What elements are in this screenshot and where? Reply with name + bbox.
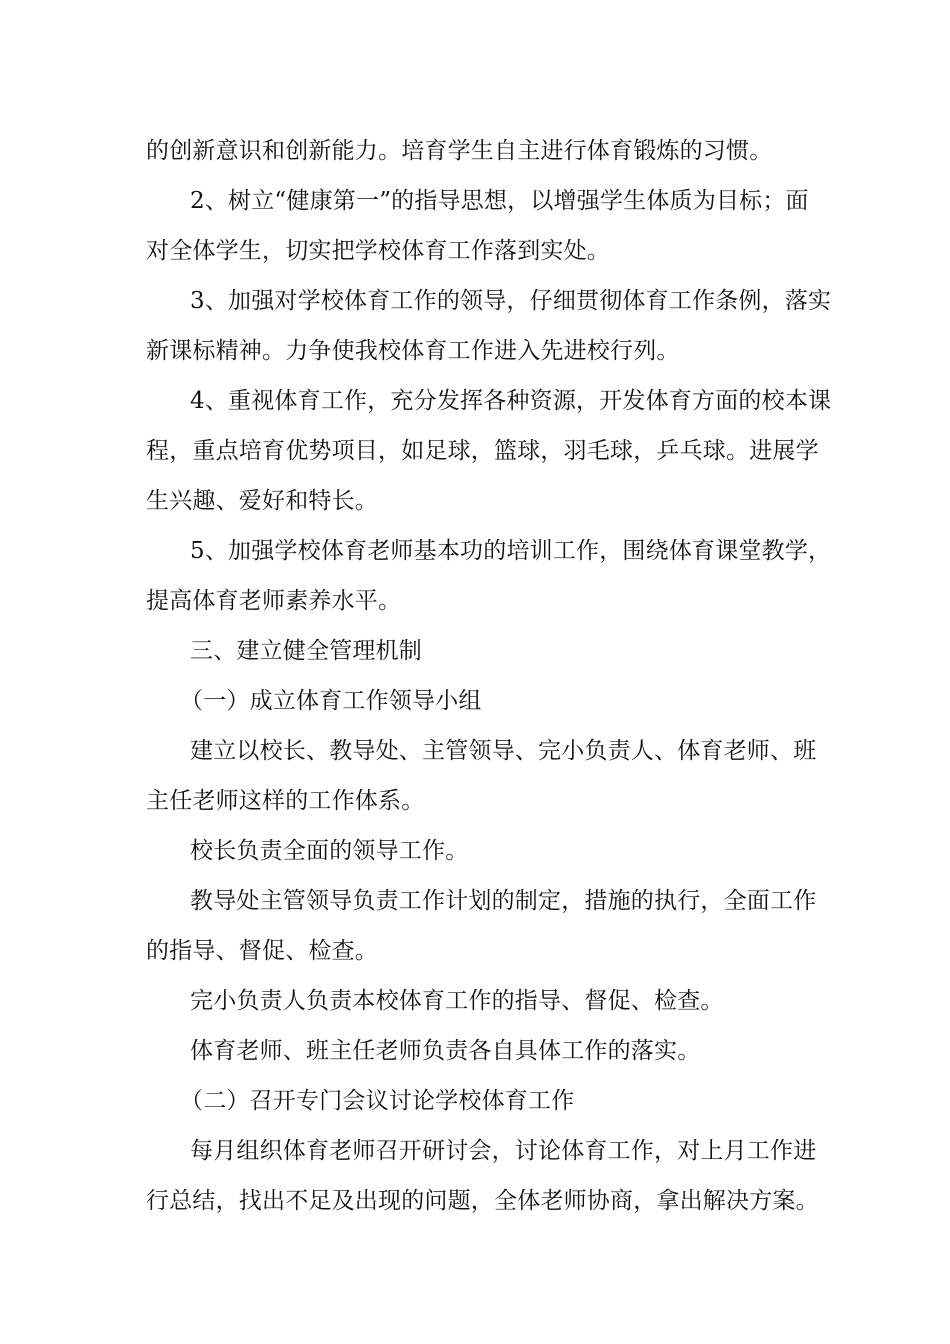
section-heading: 三、建立健全管理机制 bbox=[190, 638, 422, 664]
text-line: 对全体学生，切实把学校体育工作落到实处。 bbox=[146, 238, 610, 264]
text-line: 行总结，找出不足及出现的问题，全体老师协商，拿出解决方案。 bbox=[146, 1188, 819, 1214]
text-line: 生兴趣、爱好和特长。 bbox=[146, 488, 378, 514]
text-line: 提高体育老师素养水平。 bbox=[146, 588, 402, 614]
text-line: 教导处主管领导负责工作计划的制定，措施的执行，全面工作 bbox=[190, 888, 817, 914]
text-line: 体育老师、班主任老师负责各自具体工作的落实。 bbox=[190, 1038, 701, 1064]
subsection-heading: （二）召开专门会议讨论学校体育工作 bbox=[180, 1088, 575, 1114]
text-line: 2、树立“健康第一”的指导思想，以增强学生体质为目标；面 bbox=[190, 188, 809, 214]
text-line: 新课标精神。力争使我校体育工作进入先进校行列。 bbox=[146, 338, 680, 364]
text-line: 4、重视体育工作，充分发挥各种资源，开发体育方面的校本课 bbox=[190, 388, 832, 414]
text-line: 5、加强学校体育老师基本功的培训工作，围绕体育课堂教学， bbox=[190, 538, 832, 564]
text-line: 程，重点培育优势项目，如足球，篮球，羽毛球，乒乓球。进展学 bbox=[146, 438, 819, 464]
subsection-heading: （一）成立体育工作领导小组 bbox=[180, 688, 482, 714]
text-line: 的创新意识和创新能力。培育学生自主进行体育锻炼的习惯。 bbox=[146, 138, 773, 164]
text-line: 建立以校长、教导处、主管领导、完小负责人、体育老师、班 bbox=[190, 738, 817, 764]
text-line: 主任老师这样的工作体系。 bbox=[146, 788, 425, 814]
text-line: 校长负责全面的领导工作。 bbox=[190, 838, 469, 864]
text-line: 完小负责人负责本校体育工作的指导、督促、检查。 bbox=[190, 988, 724, 1014]
text-line: 的指导、督促、检查。 bbox=[146, 938, 378, 964]
text-line: 3、加强对学校体育工作的领导，仔细贯彻体育工作条例，落实 bbox=[190, 288, 832, 314]
text-line: 每月组织体育老师召开研讨会，讨论体育工作，对上月工作进 bbox=[190, 1138, 817, 1164]
